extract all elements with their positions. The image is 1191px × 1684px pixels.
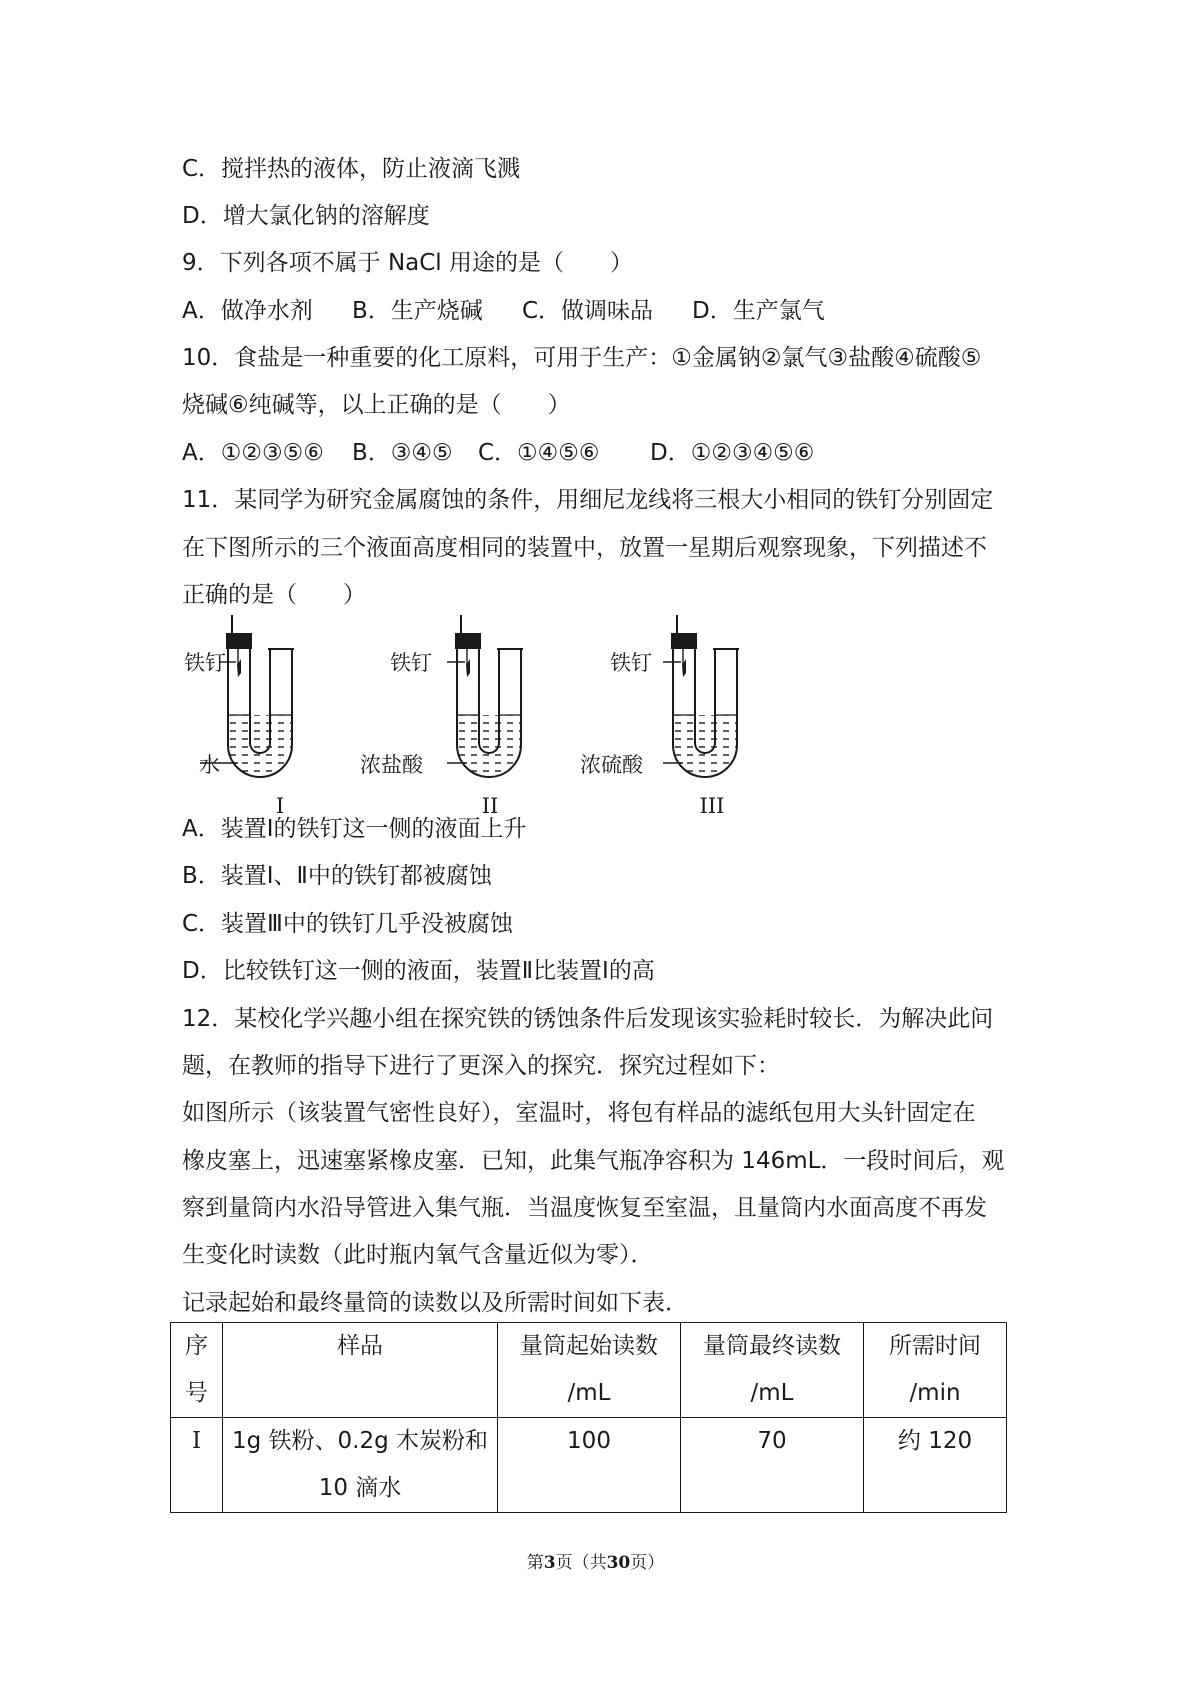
question-12-line2: 题，在教师的指导下进行了更深入的探究．探究过程如下： [182, 1053, 780, 1079]
device-2-liquid-label: 浓盐酸 [360, 753, 423, 777]
device-3-nail-label: 铁钉 [610, 651, 652, 675]
q9-option-c: C．做调味品 [522, 298, 654, 324]
cell-end-reading: 70 [681, 1418, 864, 1513]
question-11-line2: 在下图所示的三个液面高度相同的装置中，放置一星期后观察现象，下列描述不 [182, 535, 987, 561]
question-9: 9．下列各项不属于 NaCl 用途的是（ ） [182, 250, 634, 276]
question-9-options [182, 288, 1022, 335]
page-number: 3 [543, 1553, 556, 1573]
device-1-nail-label: 铁钉 [184, 651, 226, 675]
cell-start-reading: 100 [498, 1418, 681, 1513]
page-total: 30 [606, 1553, 631, 1573]
page-footer: 第3页（共30页） [526, 1553, 665, 1573]
header-sample: 样品 [223, 1323, 498, 1418]
q9-option-b: B．生产烧碱 [352, 298, 483, 324]
question-10-options [182, 430, 1022, 477]
q9-option-a: A．做净水剂 [182, 298, 313, 324]
device-2 [447, 615, 523, 777]
question-12-line6: 生变化时读数（此时瓶内氧气含量近似为零）． [182, 1242, 654, 1268]
option-c-line: C．搅拌热的液体，防止液滴飞溅 [182, 156, 521, 182]
question-12-line1: 12．某校化学兴趣小组在探究铁的锈蚀条件后发现该实验耗时较长．为解决此问 [182, 1006, 994, 1032]
q10-option-a: A．①②③⑤⑥ [182, 440, 324, 466]
u-tube-diagram [176, 615, 776, 818]
cell-index: Ⅰ [171, 1418, 223, 1513]
table-header-row [171, 1323, 1007, 1418]
option-d-line: D．增大氯化钠的溶解度 [182, 203, 430, 229]
header-start-reading: 量筒起始读数 /mL [498, 1323, 681, 1418]
q11-option-b: B．装置Ⅰ、Ⅱ中的铁钉都被腐蚀 [182, 863, 492, 889]
q9-option-d: D．生产氯气 [692, 298, 825, 324]
header-time: 所需时间 /min [864, 1323, 1007, 1418]
header-index: 序 号 [171, 1323, 223, 1418]
question-12-line5: 察到量筒内水沿导管进入集气瓶．当温度恢复至室温，且量筒内水面高度不再发 [182, 1195, 987, 1221]
q11-option-c: C．装置Ⅲ中的铁钉几乎没被腐蚀 [182, 911, 513, 937]
device-3-liquid-label: 浓硫酸 [580, 753, 643, 777]
device-1-liquid-label: 水 [199, 753, 220, 777]
header-end-reading: 量筒最终读数 /mL [681, 1323, 864, 1418]
results-table [170, 1322, 1007, 1513]
q10-option-b: B．③④⑤ [352, 440, 453, 466]
device-1-numeral: I [275, 794, 285, 818]
question-10-line2: 烧碱⑥纯碱等，以上正确的是（ ） [182, 392, 571, 418]
question-10-line1: 10．食盐是一种重要的化工原料，可用于生产：①金属钠②氯气③盐酸④硫酸⑤ [182, 345, 982, 371]
q10-option-d: D．①②③④⑤⑥ [650, 440, 815, 466]
device-3 [663, 615, 739, 777]
q10-option-c: C．①④⑤⑥ [478, 440, 600, 466]
q11-option-a: A．装置Ⅰ的铁钉这一侧的液面上升 [182, 816, 527, 842]
cell-sample: 1g 铁粉、0.2g 木炭粉和 10 滴水 [223, 1418, 498, 1513]
device-2-nail-label: 铁钉 [390, 651, 432, 675]
question-12-line3: 如图所示（该装置气密性良好），室温时，将包有样品的滤纸包用大头针固定在 [182, 1100, 976, 1126]
u-tube-figure [176, 615, 776, 818]
cell-time: 约 120 [864, 1418, 1007, 1513]
table-row [171, 1418, 1007, 1513]
question-11-line1: 11．某同学为研究金属腐蚀的条件，用细尼龙线将三根大小相同的铁钉分别固定 [182, 487, 994, 513]
question-12-line7: 记录起始和最终量筒的读数以及所需时间如下表． [182, 1290, 688, 1316]
device-2-numeral: II [481, 794, 499, 818]
q11-option-d: D．比较铁钉这一侧的液面，装置Ⅱ比装置Ⅰ的高 [182, 958, 655, 984]
question-11-line3: 正确的是（ ） [182, 582, 366, 608]
question-12-line4: 橡皮塞上，迅速塞紧橡皮塞．已知，此集气瓶净容积为 146mL．一段时间后，观 [182, 1148, 1005, 1174]
device-3-numeral: III [699, 794, 725, 818]
